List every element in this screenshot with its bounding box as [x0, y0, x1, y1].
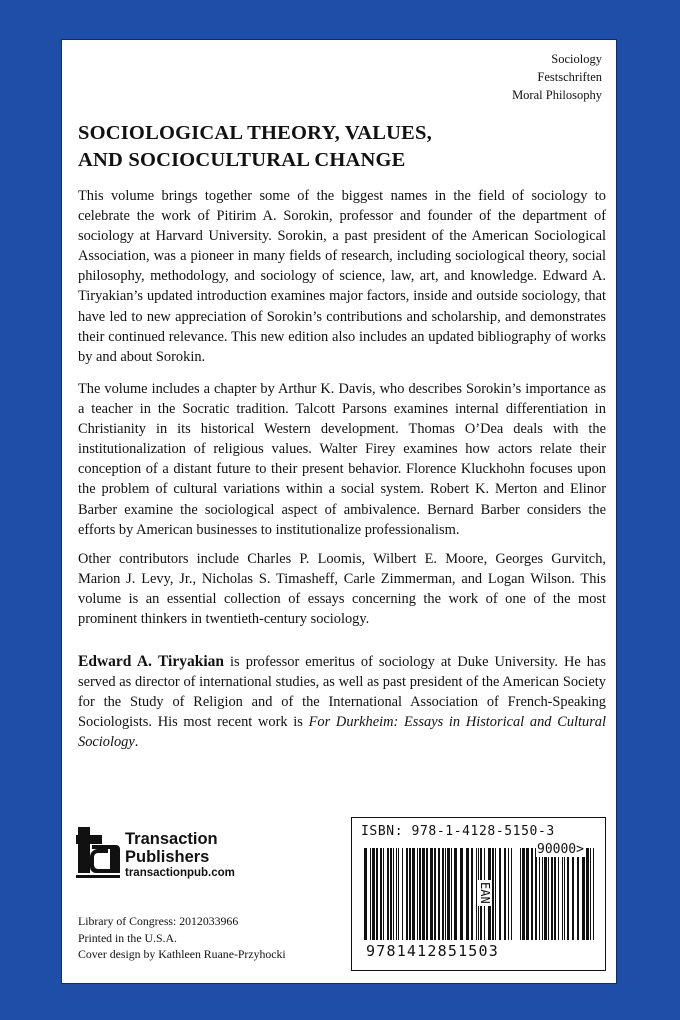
- barcode-bar: [422, 848, 425, 940]
- barcode-bar: [511, 848, 512, 940]
- barcode-bar: [593, 848, 594, 940]
- subject-item: Festschriften: [537, 70, 602, 84]
- book-title: [78, 120, 598, 174]
- printed-in: Printed in the U.S.A.: [78, 930, 177, 945]
- barcode-bar: [387, 848, 389, 940]
- barcode-bar: [544, 848, 547, 940]
- barcode-bar: [372, 848, 375, 940]
- barcode-bar: [586, 848, 589, 940]
- imprint-info: [78, 913, 286, 963]
- barcode-bar: [460, 848, 463, 940]
- addon-number: 90000>: [537, 842, 584, 857]
- barcode-bar: [577, 848, 579, 940]
- barcode-bar: [370, 848, 371, 940]
- subject-item: Moral Philosophy: [512, 88, 602, 102]
- barcode-bar: [419, 848, 421, 940]
- barcode-bar: [542, 848, 543, 940]
- barcode-bar: [504, 848, 506, 940]
- barcode-bar: [376, 848, 378, 940]
- publisher-name: [125, 830, 218, 866]
- publisher-name-line-2: Publishers: [125, 848, 210, 866]
- author-name: Edward A. Tiryakian: [78, 653, 225, 670]
- barcode-bar: [495, 848, 496, 940]
- barcode-bar: [402, 848, 403, 940]
- barcode-bar: [409, 848, 411, 940]
- barcode-bar: [520, 848, 521, 940]
- barcode-box: [351, 817, 606, 971]
- barcode-bar: [562, 848, 563, 940]
- barcode-bar: [582, 848, 585, 940]
- isbn-label: ISBN: 978-1-4128-5150-3: [361, 824, 555, 839]
- barcode-bar: [434, 848, 436, 940]
- ean-label: EAN: [478, 882, 492, 904]
- addon-barcode: [520, 848, 594, 940]
- author-bio: [78, 652, 606, 752]
- author-bio-text: is professor emeritus of sociology at Duke University. He has served as director of international studies, as well as past president of the American Society for the Study of Religion and of the International Association of French-Speaking Sociologists. His most recent work is: [78, 654, 606, 731]
- barcode-bar: [492, 848, 494, 940]
- barcode-bar: [572, 848, 574, 940]
- publisher-name-line-1: Transaction: [125, 830, 218, 848]
- title-line-2: AND SOCIOCULTURAL CHANGE: [78, 149, 406, 171]
- barcode-bar: [451, 848, 452, 940]
- barcode-bar: [364, 848, 367, 940]
- library-of-congress: Library of Congress: 2012033966: [78, 914, 239, 928]
- barcode-bar: [471, 848, 473, 940]
- barcode-bar: [508, 848, 509, 940]
- author-recent-work: For Durkheim: Essays in Historical and Cultural Sociology: [78, 714, 606, 751]
- publisher-url: transactionpub.com: [125, 867, 235, 879]
- cover-design-credit: Cover design by Kathleen Ruane-Przyhocki: [78, 947, 286, 961]
- barcode-bar: [445, 848, 446, 940]
- description-paragraph-3: Other contributors include Charles P. Loomis, Wilbert E. Moore, Georges Gurvitch, Marion J. Levy, Jr., Nicholas S. Timasheff, Carle Zimmerman, and Logan Wilson. This volume is an essential collection of essays concerning the work of one of the most prominent thinkers in twentieth-century sociology.: [78, 551, 606, 628]
- barcode-bar: [567, 848, 569, 940]
- description-paragraph-1: This volume brings together some of the biggest names in the field of sociology to celebrate the work of Pitirim A. Sorokin, professor and founder of the department of sociology at Harvard University. Sorokin, a past president of the American Sociological Association, was a pioneer in many fields of research, including sociological theory, social philosophy, methodology, and sociology of science, law, art, and knowledge. Edward A. Tiryakian’s updated introduction examines major factors, inside and outside sociology, that have led to new appreciation of Sorokin’s contributions and scholarship, and demonstrates their continued relevance. This new edition also includes an updated bibliography of works by and about Sorokin.: [78, 188, 606, 365]
- title-line-1: SOCIOLOGICAL THEORY, VALUES,: [78, 122, 432, 144]
- barcode-bar: [398, 848, 399, 940]
- barcode-bar: [417, 848, 418, 940]
- barcode-bar: [539, 848, 540, 940]
- barcode-bar: [390, 848, 392, 940]
- barcode-bar: [447, 848, 450, 940]
- barcode-bar: [551, 848, 553, 940]
- barcode-number: 9781412851503: [366, 942, 499, 960]
- barcode-bar: [442, 848, 444, 940]
- barcode-bar: [522, 848, 525, 940]
- barcode-bar: [380, 848, 382, 940]
- barcode-bar: [535, 848, 537, 940]
- barcode-bar: [476, 848, 477, 940]
- barcode-bar: [548, 848, 549, 940]
- logo-letters: ta: [82, 866, 83, 867]
- barcode-bar: [564, 848, 565, 940]
- barcode-bar: [558, 848, 559, 940]
- publisher-logo: [76, 827, 256, 881]
- subject-item: Sociology: [551, 52, 602, 66]
- barcode-bar: [412, 848, 415, 940]
- barcode-bar: [406, 848, 408, 940]
- barcode-bar: [426, 848, 428, 940]
- barcode-bar: [590, 848, 591, 940]
- barcode-bar: [438, 848, 440, 940]
- description-paragraph-2: The volume includes a chapter by Arthur K. Davis, who describes Sorokin’s importance as a teacher in the Socratic tradition. Talcott Parsons examines internal differentiation in Christianity in its historical Western development. Thomas O’Dea deals with the institutionalization of religious values. Walter Firey examines how actors relate their conception of a distant future to their present behavior. Florence Kluckhohn focuses upon the problem of cultural variations within a social system. Robert K. Merton and Elinor Barber examine the sociological aspect of ambivalence. Bernard Barber considers the efforts by American businesses to institutionalize professionalism.: [78, 381, 606, 538]
- barcode-bar: [554, 848, 556, 940]
- subject-categories: [512, 50, 602, 104]
- barcode-bar: [531, 848, 533, 940]
- barcode-bar: [393, 848, 394, 940]
- author-bio-end: .: [134, 734, 139, 751]
- barcode-bar: [499, 848, 501, 940]
- barcode-bar: [466, 848, 469, 940]
- barcode-bar: [430, 848, 433, 940]
- publisher-logo-mark-icon: [76, 827, 120, 883]
- barcode-bar: [396, 848, 397, 940]
- barcode-bar: [526, 848, 529, 940]
- barcode-bar: [383, 848, 384, 940]
- back-cover-panel: [61, 39, 617, 984]
- barcode-bar: [454, 848, 457, 940]
